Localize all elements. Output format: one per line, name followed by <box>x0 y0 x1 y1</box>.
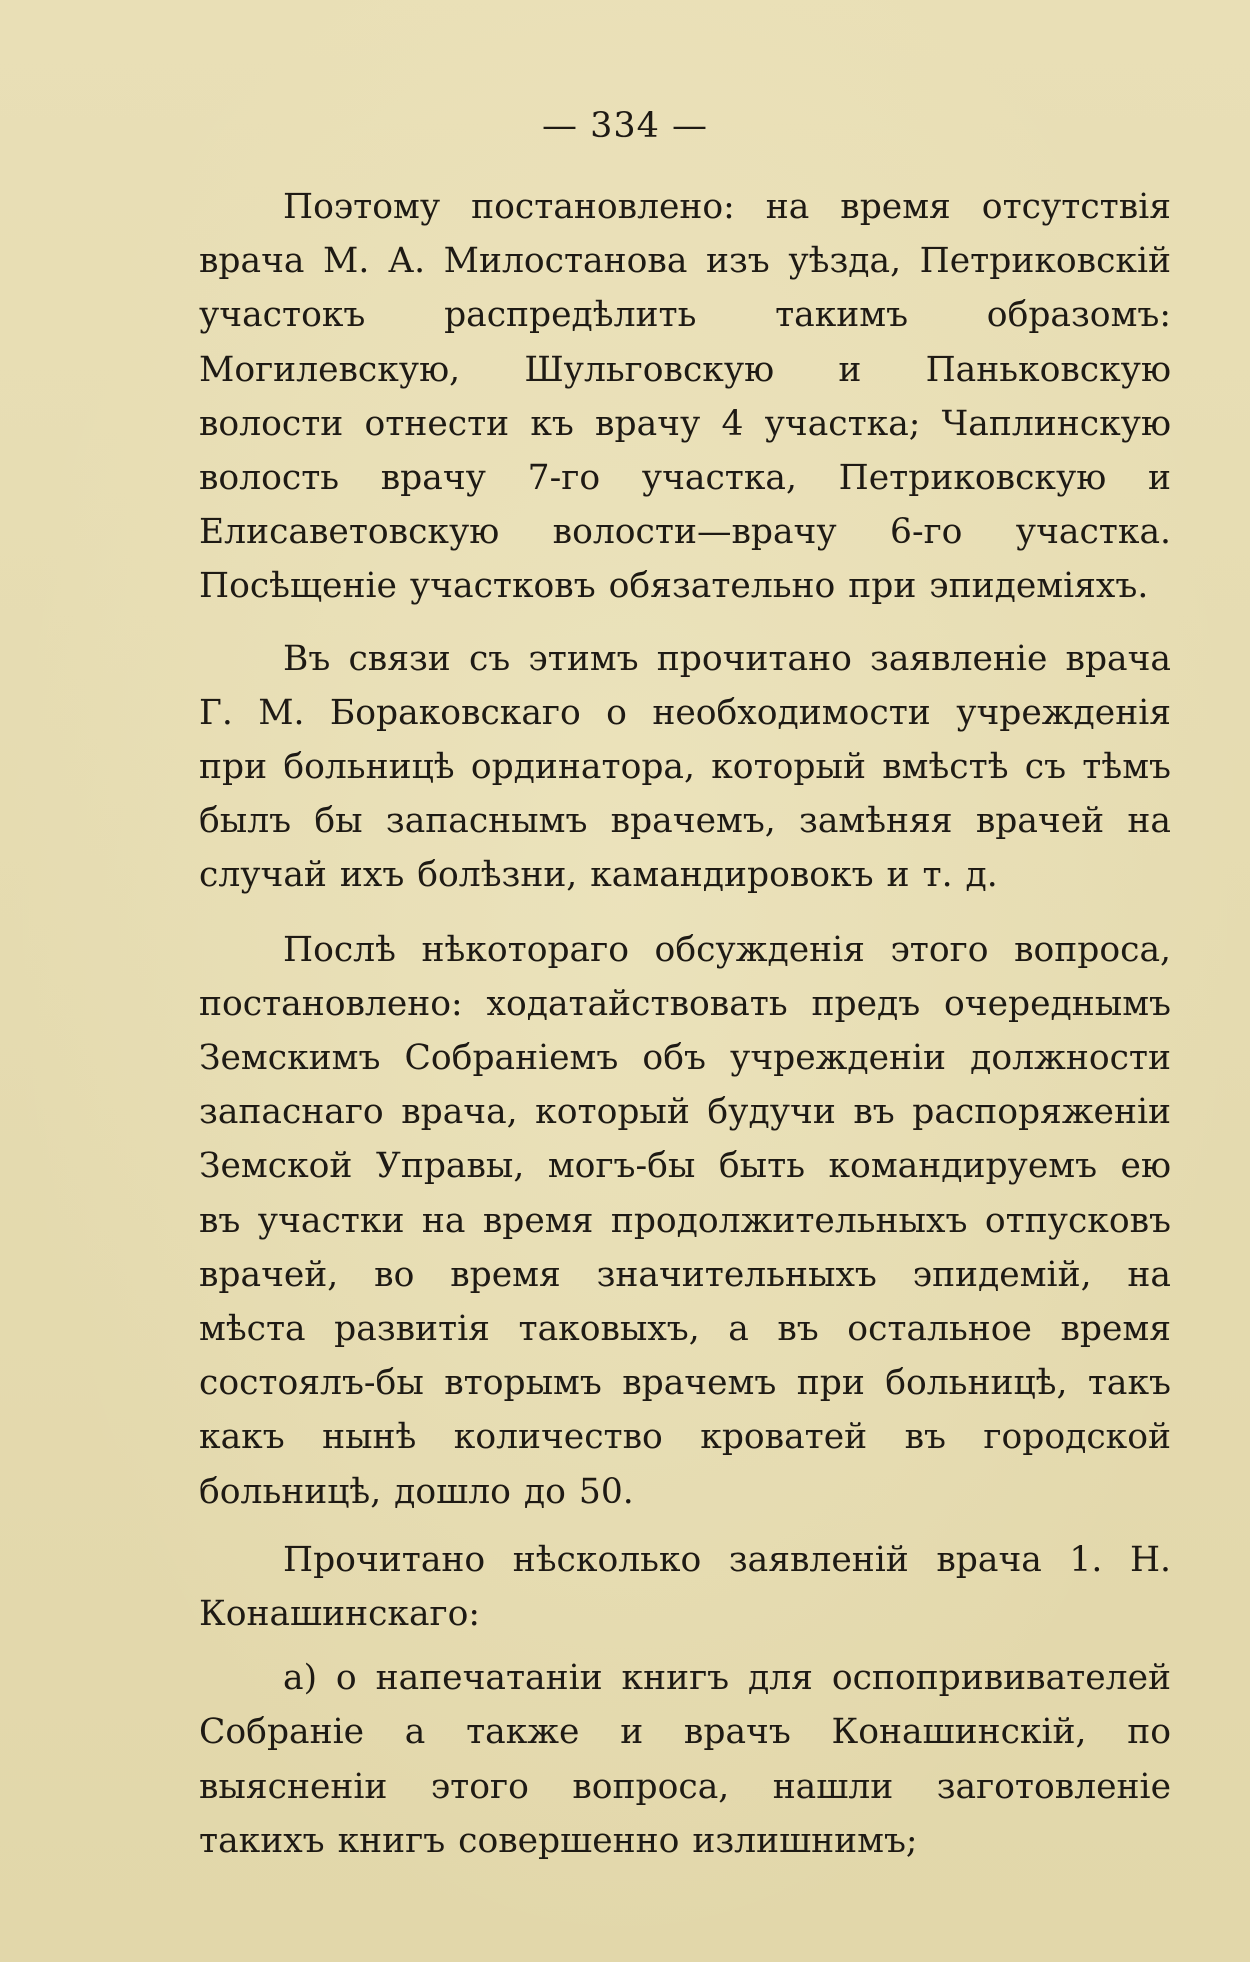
body-text <box>199 180 1171 1868</box>
page-number: — 334 — <box>541 106 709 146</box>
paragraph-4: Прочитано нѣсколько заявленій врача 1. Н. Конашинскаго: <box>199 1539 1171 1635</box>
paragraph-2: Въ связи съ этимъ прочитано заявленіе врача Г. М. Бораковскаго о необходимости учрежденія при больницѣ ординатора, который вмѣстѣ съ тѣмъ былъ бы запаснымъ врачемъ, замѣняя врачей на случай ихъ болѣзни, камандировокъ и т. д. <box>199 638 1171 896</box>
paragraph-5: а) о напечатаніи книгъ для оспопрививателей Собраніе а также и врачъ Конашинскій, по выясненіи этого вопроса, нашли заготовленіе такихъ книгъ совершенно излишнимъ; <box>199 1658 1171 1861</box>
paragraph-1: Поэтому постановлено: на время отсутствія врача М. А. Милостанова изъ уѣзда, Петриковскій участокъ распредѣлить такимъ образомъ: Могилевскую, Шульговскую и Паньковскую волости отнести къ врачу 4 участка; Чаплинскую волость врачу 7-го участка, Петриковскую и Елисаветовскую волости—врачу 6-го участка. Посѣщеніе участковъ обязательно при эпидеміяхъ. <box>199 187 1171 607</box>
paragraph-3: Послѣ нѣкотораго обсужденія этого вопроса, постановлено: ходатайствовать предъ очереднымъ Земскимъ Собраніемъ объ учрежденіи должности запаснаго врача, который будучи въ распоряженіи Земской Управы, могъ-бы быть командируемъ ею въ участки на время продолжительныхъ отпусковъ врачей, во время значительныхъ эпидемій, на мѣста развитія таковыхъ, а въ остальное время состоялъ-бы вторымъ врачемъ при больницѣ, такъ какъ нынѣ количество кроватей въ городской больницѣ, дошло до 50. <box>199 929 1171 1512</box>
